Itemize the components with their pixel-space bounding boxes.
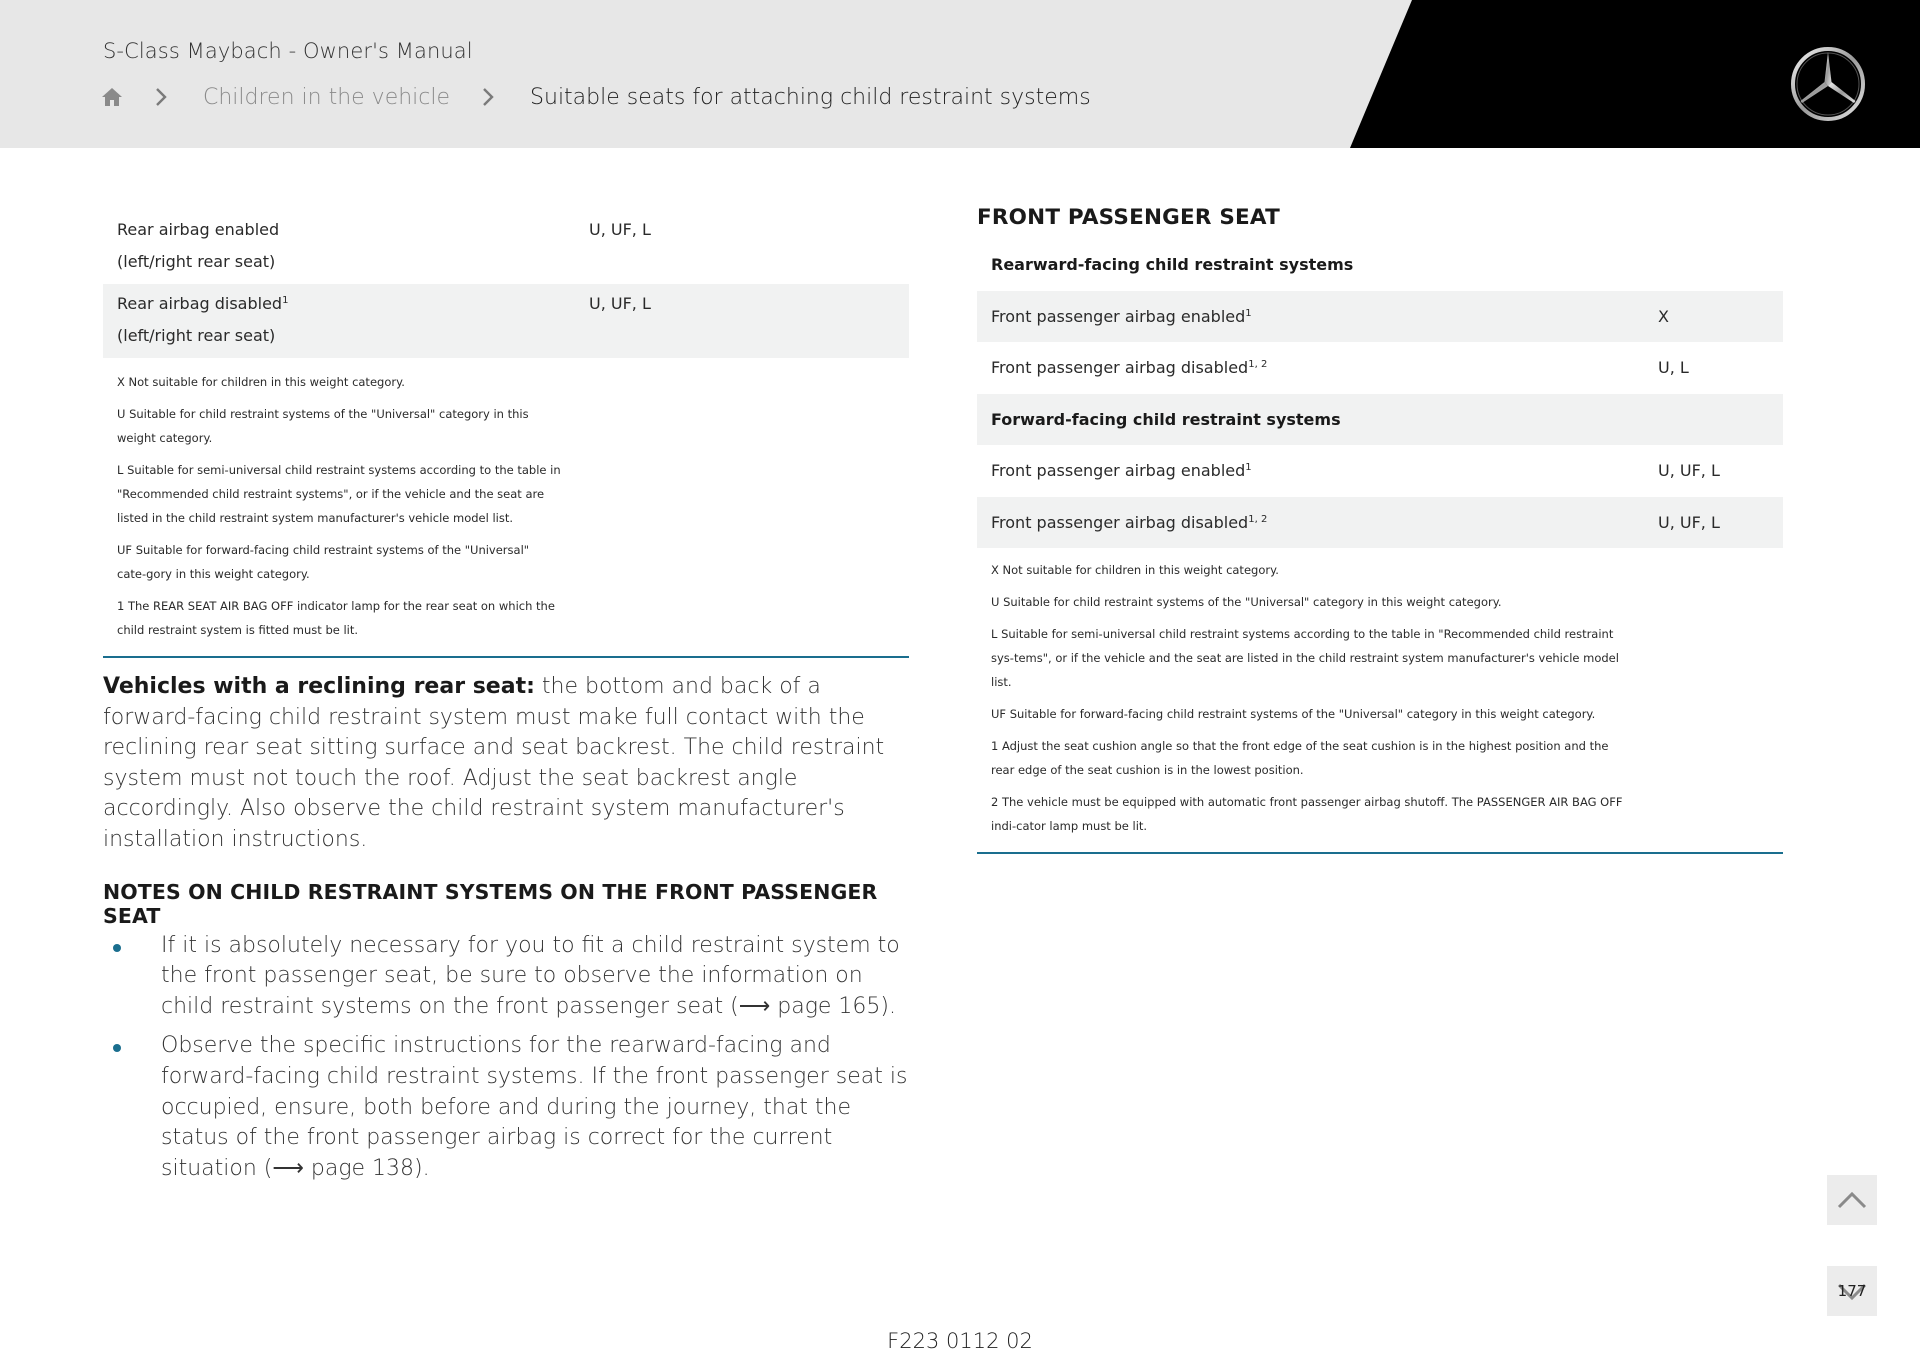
- bullet-icon: [113, 944, 121, 952]
- table-subheading-row: [977, 239, 1783, 291]
- list-item: If it is absolutely necessary for you to fit a child restraint system to the front passenger seat, be sure to observe the information on child restraint systems on the front passenger seat (⟶ page 165).: [103, 931, 913, 1023]
- row-label: Front passenger airbag enabled$^1$: [977, 291, 1658, 343]
- chevron-right-icon: [153, 86, 169, 108]
- breadcrumb-link-children[interactable]: Children in the vehicle: [203, 84, 451, 110]
- row-label: Front passenger airbag disabled$^{1, 2}$: [991, 358, 1268, 378]
- chevron-up-icon: [1836, 1190, 1868, 1210]
- footnote: 1 Adjust the seat cushion angle so that the front edge of the seat cushion is in the highest position and the rear edge of the seat cushion is in the lowest position.: [991, 739, 1609, 777]
- front-passenger-heading: FRONT PASSENGER SEAT: [977, 205, 1280, 230]
- mercedes-star-logo: [1790, 46, 1866, 122]
- table-row: [977, 291, 1783, 343]
- row-value: U, UF, L: [1658, 497, 1783, 549]
- reclining-paragraph: Vehicles with a reclining rear seat: the bottom and back of a forward-facing child restraint system must make full contact with the reclining rear seat sitting surface and seat backrest. The child restraint system must not touch the roof. Adjust the seat backrest angle accordingly. Also observe the child restraint system manufacturer's installation instructions.: [103, 674, 885, 852]
- table-row: [977, 445, 1783, 497]
- rear-seat-table: [103, 210, 909, 358]
- section-divider: [977, 852, 1783, 854]
- left-footnotes: [103, 358, 909, 642]
- footnote: U Suitable for child restraint systems of the "Universal" category in this weight category.: [117, 407, 529, 445]
- left-column: [103, 210, 909, 1193]
- breadcrumb-current: Suitable seats for attaching child restraint systems: [530, 84, 1091, 110]
- document-title: S-Class Maybach - Owner's Manual: [103, 39, 473, 63]
- row-label: Front passenger airbag enabled$^1$: [991, 461, 1252, 481]
- footnote: U Suitable for child restraint systems of the "Universal" category in this weight category.: [991, 595, 1502, 609]
- section-divider: [103, 656, 909, 658]
- chevron-right-icon: [480, 86, 496, 108]
- row-label: Rear airbag enabled (left/right rear seat): [117, 220, 280, 271]
- row-value: U, UF, L: [589, 220, 651, 239]
- home-icon[interactable]: [101, 86, 123, 108]
- document-code: F223 0112 02: [887, 1329, 1033, 1353]
- footnote: L Suitable for semi-universal child restraint systems according to the table in "Recommended child restraint sys-tems", or if the vehicle and the seat are listed in the child restraint system manufacturer's vehicle model list.: [991, 627, 1619, 689]
- table-row: [977, 497, 1783, 549]
- breadcrumb: [101, 80, 1091, 114]
- front-seat-table: [977, 239, 1783, 548]
- right-footnotes: [977, 548, 1783, 838]
- row-value: X: [1658, 291, 1783, 343]
- page-header: [0, 0, 1920, 148]
- row-value: U, L: [1658, 358, 1689, 378]
- table-subheading-row: [977, 394, 1783, 446]
- row-value: U, UF, L: [589, 284, 909, 358]
- footnote: X Not suitable for children in this weight category.: [991, 563, 1279, 577]
- notes-list: [103, 931, 913, 1185]
- rearward-heading: Rearward-facing child restraint systems: [991, 255, 1354, 275]
- table-row: [103, 210, 909, 284]
- row-label: Rear airbag disabled$^1$ (left/right rear seat): [103, 284, 589, 358]
- table-row: [977, 342, 1783, 394]
- forward-heading: Forward-facing child restraint systems: [977, 394, 1783, 446]
- footnote: UF Suitable for forward-facing child restraint systems of the "Universal" cate-gory in this weight category.: [117, 543, 530, 581]
- bullet-icon: [113, 1044, 121, 1052]
- right-column: [977, 205, 1783, 854]
- table-row: [103, 284, 909, 358]
- footnote: UF Suitable for forward-facing child restraint systems of the "Universal" category in this weight category.: [991, 707, 1596, 721]
- list-item: Observe the specific instructions for the rearward-facing and forward-facing child restraint systems. If the front passenger seat is occupied, ensure, both before and during the journey, that the status of the front passenger airbag is correct for the current situation (⟶ page 138).: [103, 1031, 913, 1184]
- footnote: X Not suitable for children in this weight category.: [117, 375, 405, 389]
- footnote: L Suitable for semi-universal child restraint systems according to the table in "Recommended child restraint systems", or if the vehicle and the seat are listed in the child restraint system manufacturer's vehicle model list.: [117, 463, 561, 525]
- scroll-up-button[interactable]: [1827, 1175, 1877, 1225]
- notes-heading: NOTES ON CHILD RESTRAINT SYSTEMS ON THE FRONT PASSENGER SEAT: [103, 879, 878, 928]
- row-label: Front passenger airbag disabled$^{1, 2}$: [977, 497, 1658, 549]
- footnote: 2 The vehicle must be equipped with automatic front passenger airbag shutoff. The PASSENGER AIR BAG OFF indi-cator lamp must be lit.: [991, 795, 1623, 833]
- footnote: 1 The REAR SEAT AIR BAG OFF indicator lamp for the rear seat on which the child restraint system is fitted must be lit.: [117, 599, 555, 637]
- page-number: 177: [1837, 1282, 1867, 1300]
- row-value: U, UF, L: [1658, 461, 1720, 481]
